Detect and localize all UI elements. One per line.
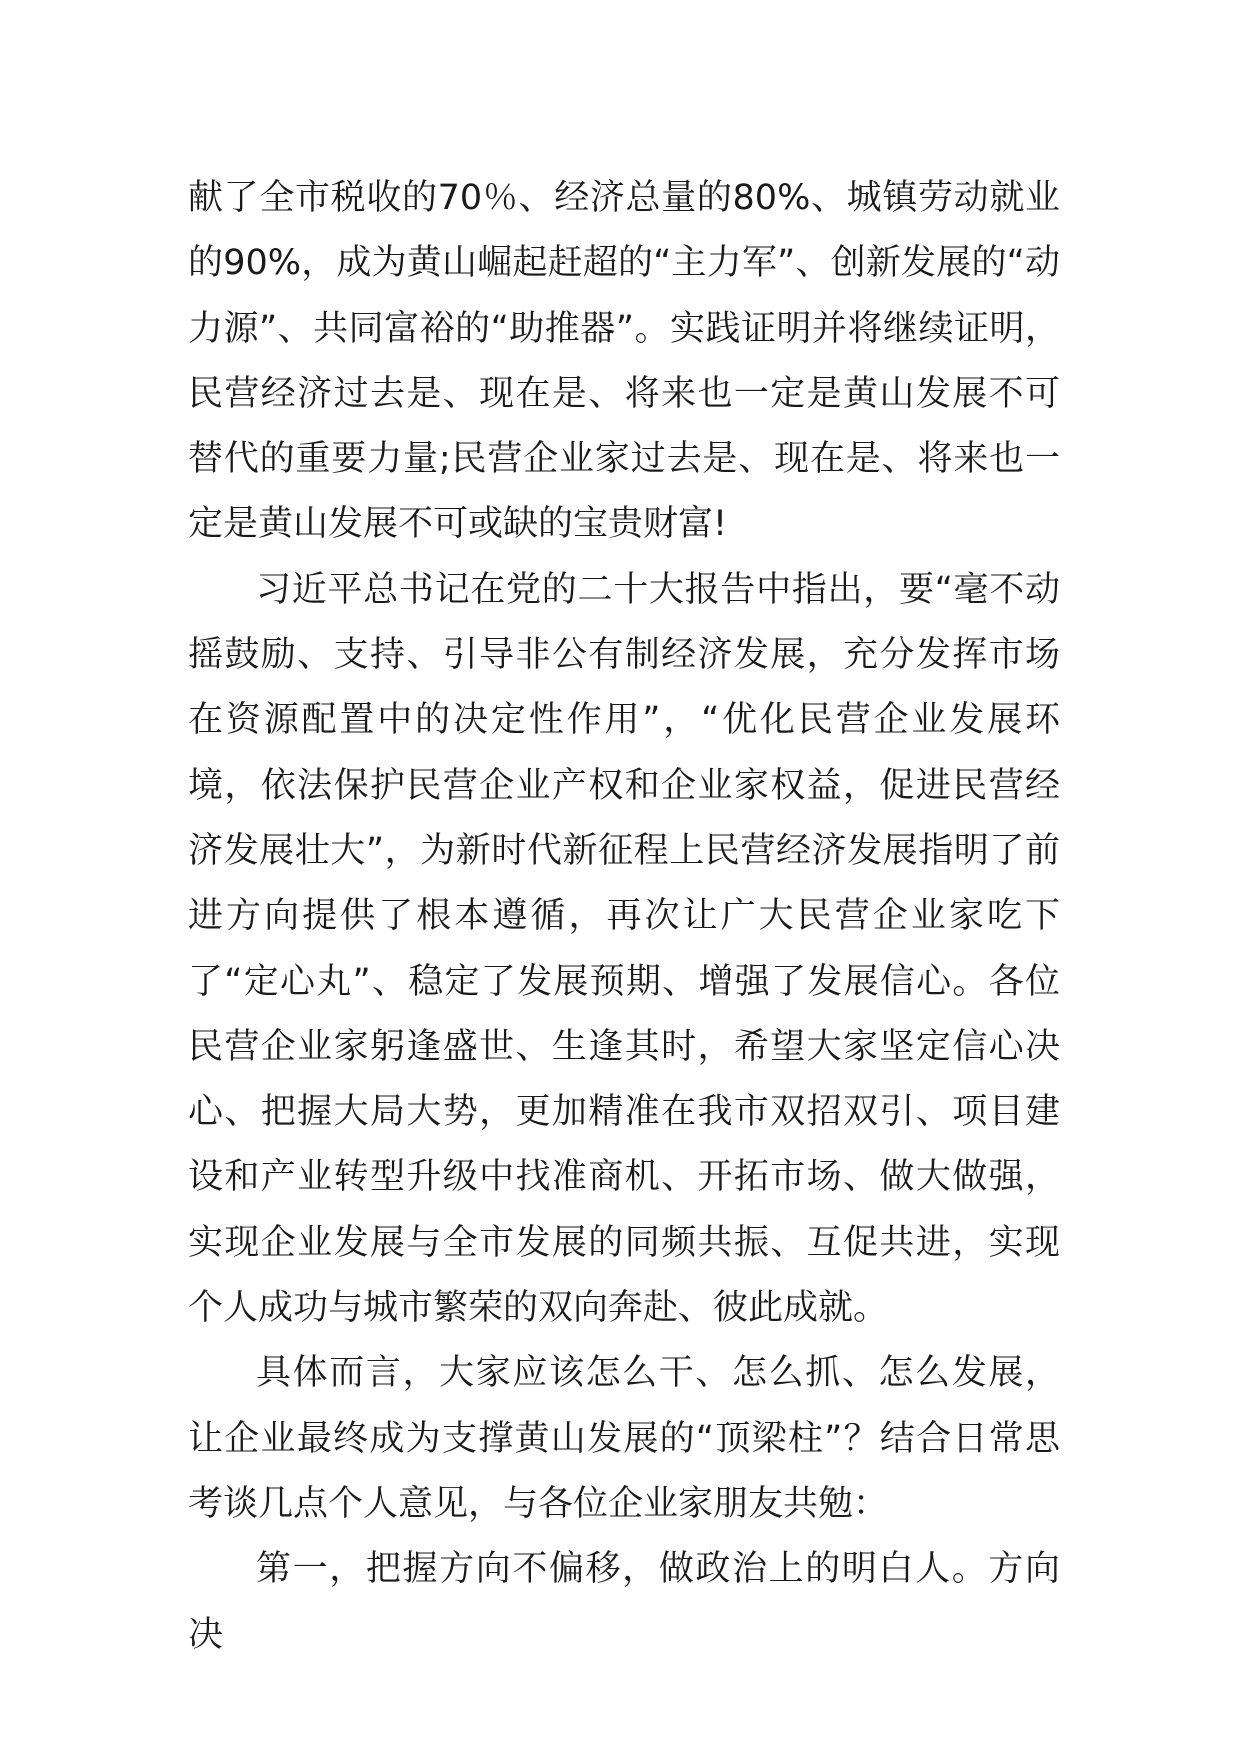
- paragraph-1: 献了全市税收的70％、经济总量的80%、城镇劳动就业的90%，成为黄山崛起赶超的“主力军”、创新发展的“动力源”、共同富裕的“助推器”。实践证明并将继续证明，民营经济过去是、现在是、将来也一定是黄山发展不可替代的重要力量;民营企业家过去是、现在是、将来也一定是黄山发展不可或缺的宝贵财富!: [188, 178, 1060, 545]
- document-body: [188, 166, 1060, 1668]
- paragraph-4: 第一，把握方向不偏移，做政治上的明白人。方向决: [188, 1549, 1060, 1655]
- paragraph-2: 习近平总书记在党的二十大报告中指出，要“毫不动摇鼓励、支持、引导非公有制经济发展，充分发挥市场在资源配置中的决定性作用”，“优化民营企业发展环境，依法保护民营企业产权和企业家权益，促进民营经济发展壮大”，为新时代新征程上民营经济发展指明了前进方向提供了根本遵循，再次让广大民营企业家吃下了“定心丸”、稳定了发展预期、增强了发展信心。各位民营企业家躬逢盛世、生逢其时，希望大家坚定信心决心、把握大局大势，更加精准在我市双招双引、项目建设和产业转型升级中找准商机、开拓市场、做大做强，实现企业发展与全市发展的同频共振、互促共进，实现个人成功与城市繁荣的双向奔赴、彼此成就。: [188, 569, 1060, 1329]
- paragraph-3: 具体而言，大家应该怎么干、怎么抓、怎么发展，让企业最终成为支撑黄山发展的“顶梁柱”？结合日常思考谈几点个人意见，与各位企业家朋友共勉：: [188, 1353, 1060, 1524]
